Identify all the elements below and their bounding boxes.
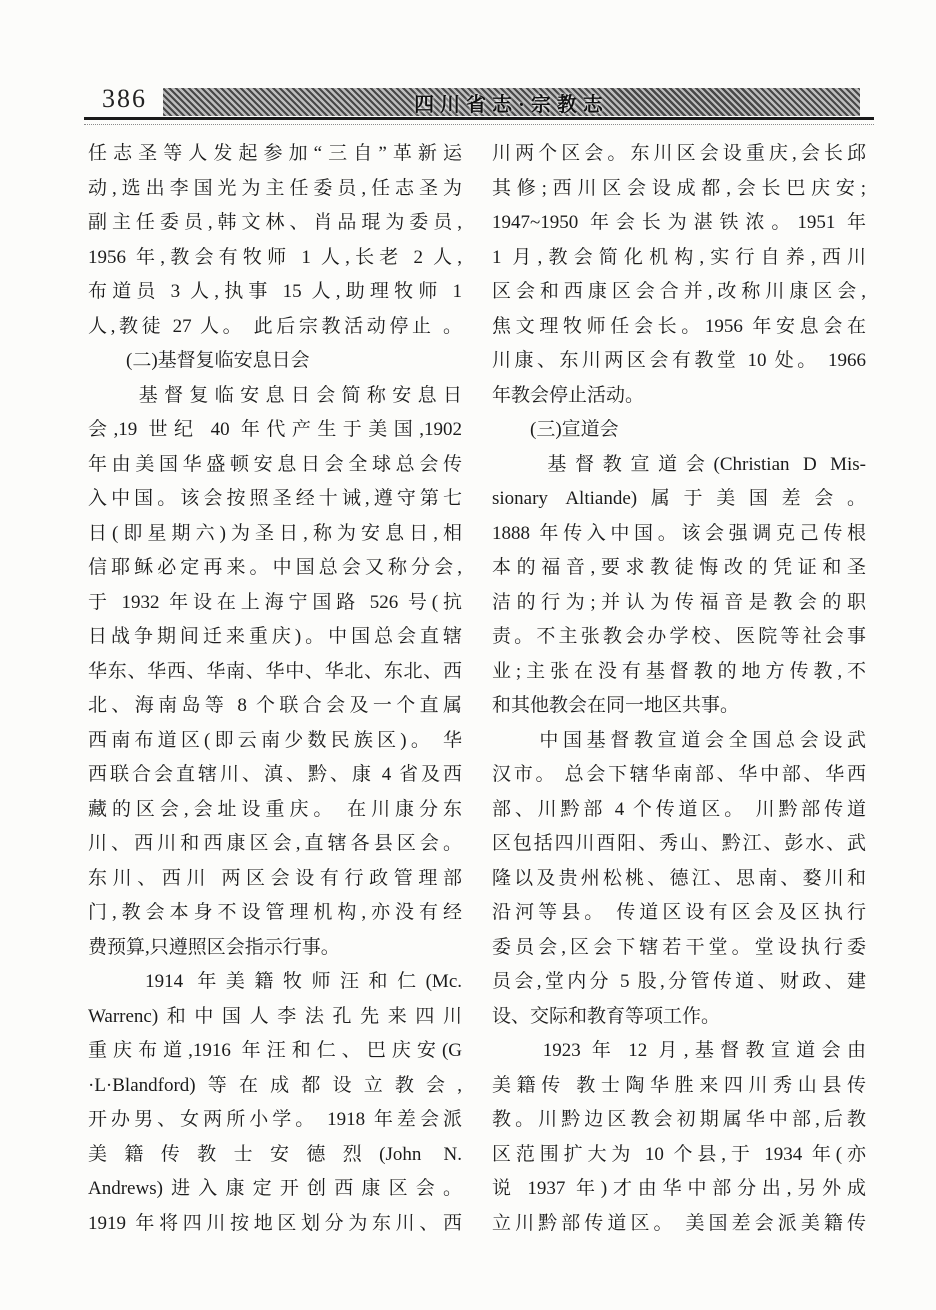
text-line: 教。川黔边区教会初期属华中部,后教	[492, 1109, 866, 1130]
text-line: 日战争期间迁来重庆)。中国总会直辖	[88, 626, 462, 647]
text-line: 和其他教会在同一地区共事。	[492, 695, 740, 716]
text-line: 焦文理牧师任会长。1956 年安息会在	[492, 315, 866, 337]
text-line: 任志圣等人发起参加“三自”革新运	[88, 143, 462, 164]
text-line: 1947~1950 年会长为湛铁浓。1951 年	[492, 212, 866, 233]
text-line: 东川、西川 两区会设有行政管理部	[88, 867, 462, 889]
text-line: 西南布道区(即云南少数民族区)。 华	[88, 729, 462, 751]
text-line: 川、西川和西康区会,直辖各县区会。	[88, 833, 462, 854]
text-line: 1 月,教会简化机构,实行自养,西川	[492, 246, 866, 268]
text-line: 日(即星期六)为圣日,称为安息日,相	[88, 522, 462, 544]
text-line: 业;主张在没有基督教的地方传教,不	[492, 660, 866, 682]
text-line: 西联合会直辖川、滇、黔、康 4 省及西	[88, 764, 462, 785]
text-line: 美籍传教士安德烈(John N.	[88, 1143, 462, 1165]
text-line: 设、交际和教育等项工作。	[492, 1005, 721, 1027]
text-line: 费预算,只遵照区会指示行事。	[88, 936, 340, 958]
text-line: 1919 年将四川按地区划分为东川、西	[88, 1212, 462, 1234]
text-line: ·L·Blandford)等在成都设立教会,	[88, 1074, 462, 1096]
text-line: 信耶稣必定再来。中国总会又称分会,	[88, 557, 462, 578]
text-line: 布道员 3 人,执事 15 人,助理牧师 1	[88, 281, 462, 302]
text-line: 沿河等县。 传道区设有区会及区执行	[492, 902, 866, 923]
text-line: 基督教宣道会(Christian D Mis-	[492, 453, 866, 475]
text-line: (二)基督复临安息日会	[88, 350, 310, 371]
text-line: 区包括四川酉阳、秀山、黔江、彭水、武	[492, 833, 866, 854]
text-line: 委员会,区会下辖若干堂。堂设执行委	[492, 936, 866, 958]
text-line: 隆以及贵州松桃、德江、思南、婺川和	[492, 867, 866, 889]
text-line: 入中国。该会按照圣经十诫,遵守第七	[88, 488, 462, 509]
text-line: Andrews)进入康定开创西康区会。	[88, 1178, 462, 1199]
text-line: 川康、东川两区会有教堂 10 处。 1966	[492, 350, 866, 371]
text-line: 洁的行为;并认为传福音是教会的职	[492, 591, 866, 613]
text-line: 部、川黔部 4 个传道区。 川黔部传道	[492, 798, 866, 820]
text-line: (三)宣道会	[492, 419, 619, 440]
text-line: 年教会停止活动。	[492, 384, 645, 406]
text-body	[88, 137, 866, 1241]
text-line: 川两个区会。东川区会设重庆,会长邱	[492, 143, 866, 164]
text-line: 员会,堂内分 5 股,分管传道、财政、建	[492, 971, 866, 992]
text-line: 立川黔部传道区。 美国差会派美籍传	[492, 1212, 866, 1234]
page-number: 386	[102, 84, 147, 113]
text-line: 动,选出李国光为主任委员,任志圣为	[88, 177, 462, 199]
text-line: 1888 年传入中国。该会强调克己传根	[492, 522, 866, 544]
text-line: 责。不主张教会办学校、医院等社会事	[492, 626, 866, 647]
text-line: 开办男、女两所小学。 1918 年差会派	[88, 1109, 462, 1130]
text-line: 汉市。 总会下辖华南部、华中部、华西	[492, 764, 866, 785]
text-line: 人,教徒 27 人。 此后宗教活动停止 。	[88, 315, 462, 337]
text-line: 会,19 世纪 40 年代产生于美国,1902	[88, 419, 462, 440]
text-line: 1923 年 12 月,基督教宣道会由	[492, 1040, 866, 1061]
column-left	[88, 137, 462, 1241]
header-divider	[84, 117, 874, 125]
text-line: sionary Altiande)属于美国差会。	[492, 488, 866, 509]
text-line: 1956 年,教会有牧师 1 人,长老 2 人,	[88, 246, 462, 268]
text-line: 说 1937 年)才由华中部分出,另外成	[492, 1178, 866, 1199]
text-line: 美籍传 教士陶华胜来四川秀山县传	[492, 1074, 866, 1096]
text-line: 门,教会本身不设管理机构,亦没有经	[88, 902, 462, 923]
text-line: 1914 年美籍牧师汪和仁(Mc.	[88, 971, 462, 992]
text-line: 副主任委员,韩文林、肖品琨为委员,	[88, 212, 462, 233]
text-line: 其修;西川区会设成都,会长巴庆安;	[492, 177, 866, 199]
header-banner	[163, 88, 860, 116]
text-line: 中国基督教宣道会全国总会设武	[492, 729, 866, 751]
text-line: 基督复临安息日会简称安息日	[88, 384, 462, 406]
header-title: 四川省志·宗教志	[414, 93, 609, 116]
text-line: Warrenc)和中国人李法孔先来四川	[88, 1005, 462, 1027]
text-line: 华东、华西、华南、华中、华北、东北、西	[88, 660, 462, 682]
text-line: 本的福音,要求教徒悔改的凭证和圣	[492, 557, 866, 578]
text-line: 重庆布道,1916 年汪和仁、巴庆安(G	[88, 1040, 462, 1061]
text-line: 于 1932 年设在上海宁国路 526 号(抗	[88, 591, 462, 613]
text-line: 年由美国华盛顿安息日会全球总会传	[88, 453, 462, 475]
text-line: 北、海南岛等 8 个联合会及一个直属	[88, 695, 462, 716]
column-right	[492, 137, 866, 1241]
text-line: 区范围扩大为 10 个县,于 1934 年(亦	[492, 1143, 866, 1165]
text-line: 区会和西康区会合并,改称川康区会,	[492, 281, 866, 302]
text-line: 藏的区会,会址设重庆。 在川康分东	[88, 798, 462, 820]
